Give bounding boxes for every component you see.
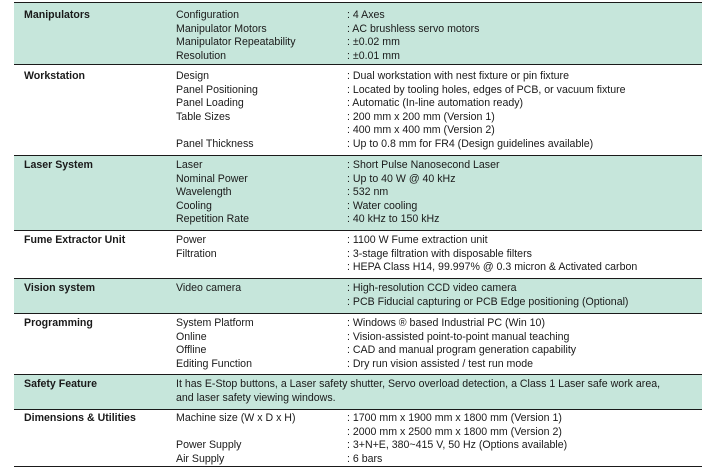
spec-value: : Dual workstation with nest fixture or pin fixture (347, 70, 569, 82)
spec-value: : 6 bars (347, 452, 383, 465)
spec-value: : Up to 0.8 mm for FR4 (Design guidelines available) (347, 137, 594, 150)
category-label: Vision system (24, 282, 96, 294)
spec-value: : HEPA Class H14, 99.997% @ 0.3 micron & Activated carbon (347, 261, 638, 273)
spec-label: Table Sizes (176, 110, 231, 123)
category-label: Manipulators (24, 9, 90, 21)
spec-label (176, 124, 258, 138)
spec-value: : Dry run vision assisted / test run mode (347, 357, 534, 370)
spec-label: Editing Function (176, 357, 252, 370)
spec-label: Power Supply (176, 439, 242, 451)
spec-label (176, 296, 241, 310)
spec-label: Panel Positioning (176, 83, 258, 96)
category-label: Programming (24, 317, 93, 329)
section-vision-system (14, 278, 702, 313)
spec-value: : CAD and manual program generation capability (347, 344, 577, 356)
spec-label: System Platform (176, 317, 254, 329)
spec-label: Design (176, 70, 209, 82)
spec-value: : Short Pulse Nanosecond Laser (347, 159, 500, 171)
spec-value: : PCB Fiducial capturing or PCB Edge positioning (Optional) (347, 295, 629, 308)
spec-label: Nominal Power (176, 172, 248, 185)
spec-label: Manipulator Repeatability (176, 36, 296, 48)
category-label: Fume Extractor Unit (24, 234, 126, 246)
spec-label: Panel Thickness (176, 137, 254, 150)
safety-description (176, 378, 692, 405)
spec-value: : Windows ® based Industrial PC (Win 10) (347, 317, 545, 329)
spec-values (347, 70, 626, 151)
spec-label: Laser (176, 159, 203, 171)
category-label: Safety Feature (24, 378, 98, 390)
spec-value: : 400 mm x 400 mm (Version 2) (347, 124, 495, 136)
spec-label: Offline (176, 344, 207, 356)
spec-value: : Located by tooling holes, edges of PCB, or vacuum fixture (347, 83, 626, 96)
spec-labels (176, 412, 296, 466)
spec-values (347, 9, 479, 63)
category-label: Laser System (24, 159, 93, 171)
section-programming (14, 313, 702, 374)
spec-value: : 4 Axes (347, 9, 385, 21)
spec-value: : Up to 40 W @ 40 kHz (347, 172, 456, 185)
spec-label: Machine size (W x D x H) (176, 412, 296, 424)
spec-label: Cooling (176, 199, 212, 212)
description-line: and laser safety viewing windows. (176, 391, 336, 404)
section-laser-system (14, 155, 702, 230)
spec-value: : 200 mm x 200 mm (Version 1) (347, 110, 495, 123)
spec-label: Filtration (176, 247, 217, 260)
spec-label: Configuration (176, 9, 240, 21)
section-dimensions-utilities (14, 409, 702, 467)
spec-value: : 1100 W Fume extraction unit (347, 234, 488, 246)
spec-labels (176, 282, 241, 309)
section-workstation (14, 64, 702, 155)
description-line: It has E-Stop buttons, a Laser safety shutter, Servo overload detection, a Class 1 Laser safe work area, (176, 378, 661, 390)
spec-value: : Water cooling (347, 199, 418, 212)
spec-values (347, 234, 637, 275)
section-manipulators (14, 2, 702, 64)
spec-label: Resolution (176, 49, 227, 62)
spec-labels (176, 70, 258, 151)
spec-label (176, 261, 217, 275)
spec-label: Panel Loading (176, 97, 244, 109)
spec-label: Power (176, 234, 207, 246)
spec-values (347, 282, 628, 309)
section-safety-feature (14, 374, 702, 409)
spec-value: : 3+N+E, 380~415 V, 50 Hz (Options available) (347, 439, 568, 451)
spec-label: Video camera (176, 282, 242, 294)
spec-value: : 532 nm (347, 186, 389, 198)
spec-labels (176, 317, 254, 371)
category-label: Dimensions & Utilities (24, 412, 136, 424)
spec-values (347, 412, 567, 466)
spec-value: : 40 kHz to 150 kHz (347, 213, 440, 225)
spec-labels (176, 9, 296, 63)
spec-labels (176, 234, 217, 275)
section-fume-extractor (14, 230, 702, 278)
spec-value: : AC brushless servo motors (347, 22, 480, 35)
spec-label: Wavelength (176, 186, 232, 198)
spec-value: : 2000 mm x 2500 mm x 1800 mm (Version 2) (347, 425, 562, 438)
spec-label: Manipulator Motors (176, 22, 267, 35)
category-label: Workstation (24, 70, 86, 82)
spec-value: : High-resolution CCD video camera (347, 282, 517, 294)
spec-labels (176, 159, 249, 227)
spec-value: : Automatic (In-line automation ready) (347, 97, 524, 109)
spec-label: Online (176, 330, 207, 343)
spec-values (347, 159, 500, 227)
spec-value: : Vision-assisted point-to-point manual teaching (347, 330, 570, 343)
spec-value: : 1700 mm x 1900 mm x 1800 mm (Version 1) (347, 412, 562, 424)
spec-label (176, 426, 296, 440)
spec-label: Repetition Rate (176, 213, 250, 225)
spec-label: Air Supply (176, 452, 225, 465)
spec-values (347, 317, 576, 371)
spec-value: : ±0.02 mm (347, 36, 400, 48)
spec-value: : 3-stage filtration with disposable filters (347, 247, 532, 260)
spec-value: : ±0.01 mm (347, 49, 400, 62)
